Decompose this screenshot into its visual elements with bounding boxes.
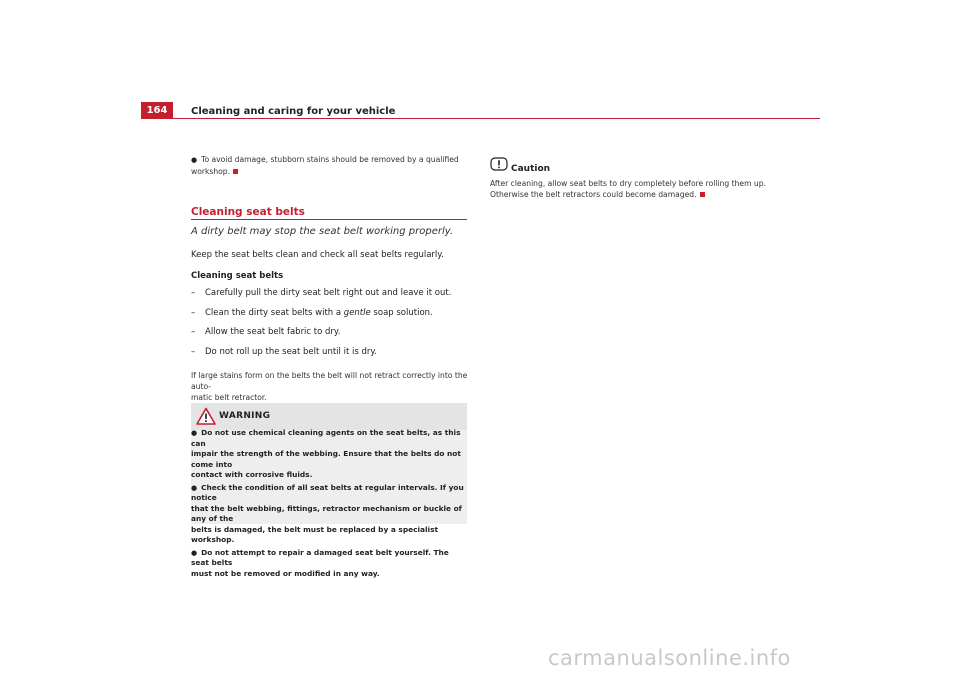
warning-triangle-icon [196, 407, 216, 425]
caution-line1: After cleaning, allow seat belts to dry completely before rolling them up. [490, 179, 766, 188]
section-rule [191, 219, 467, 220]
warning-line: impair the strength of the webbing. Ensure that the belts do not come into [191, 449, 461, 469]
section-subtitle: A dirty belt may stop the seat belt working properly. [191, 226, 454, 237]
warning-line: contact with corrosive fluids. [191, 470, 313, 479]
watermark: carmanualsonline.info [548, 646, 791, 670]
warning-line: Check the condition of all seat belts at regular intervals. If you notice [191, 482, 464, 502]
warning-item [191, 483, 467, 546]
caution-title: Caution [511, 164, 551, 174]
step-item: – Do not roll up the seat belt until it is dry. [191, 347, 377, 357]
warning-list [191, 428, 467, 579]
caution-line2: Otherwise the belt retractors could become damaged. [490, 190, 697, 199]
warning-line: that the belt webbing, fittings, retractor mechanism or buckle of any of the [191, 503, 462, 523]
step-item: – Allow the seat belt fabric to dry. [191, 327, 341, 337]
warning-line: must not be removed or modified in any way. [191, 568, 380, 578]
intro-text: Keep the seat belts clean and check all seat belts regularly. [191, 250, 444, 260]
step-text: Do not roll up the seat belt until it is dry. [205, 347, 377, 357]
bullet-icon: ● [191, 156, 198, 164]
step-text-before: Clean the dirty seat belts with a [205, 308, 344, 318]
step-emphasis: gentle [343, 308, 371, 318]
bullet-icon: ● [191, 483, 198, 492]
steps-heading: Cleaning seat belts [191, 271, 284, 281]
warning-title: WARNING [219, 411, 271, 421]
section-title: Cleaning seat belts [191, 206, 305, 218]
warning-line: belts is damaged, the belt must be replaced by a specialist workshop. [191, 524, 439, 544]
step-text: Carefully pull the dirty seat belt right out and leave it out. [205, 288, 452, 298]
warning-item [191, 548, 467, 580]
note-line1: If large stains form on the belts the belt will not retract correctly into the auto- [191, 371, 468, 391]
warning-line: Do not use chemical cleaning agents on the seat belts, as this can [191, 428, 461, 448]
header-rule [173, 118, 820, 119]
step-item: – Clean the dirty seat belts with a gentle soap solution. [191, 308, 433, 318]
running-header: Cleaning and caring for your vehicle [191, 106, 396, 117]
warning-box [191, 403, 467, 578]
bullet-icon: ● [191, 429, 198, 437]
warning-line: Do not attempt to repair a damaged seat belt yourself. The seat belts [191, 547, 449, 567]
step-text-after: soap solution. [370, 308, 433, 318]
caution-text [490, 178, 780, 200]
caution-exclamation-icon [490, 157, 508, 172]
page-number: 164 [141, 102, 173, 119]
note-line2: matic belt retractor. [191, 393, 267, 402]
warning-item [191, 428, 467, 481]
end-of-section-icon [700, 192, 705, 197]
step-item: – Carefully pull the dirty seat belt right out and leave it out. [191, 288, 452, 298]
top-note [191, 154, 471, 177]
retractor-note [191, 370, 471, 403]
top-note-line2: workshop. [191, 167, 231, 176]
step-text: Allow the seat belt fabric to dry. [205, 327, 341, 337]
bullet-icon: ● [191, 548, 198, 557]
top-note-line1: To avoid damage, stubborn stains should be removed by a qualified [201, 155, 459, 164]
end-of-section-icon [233, 169, 238, 174]
